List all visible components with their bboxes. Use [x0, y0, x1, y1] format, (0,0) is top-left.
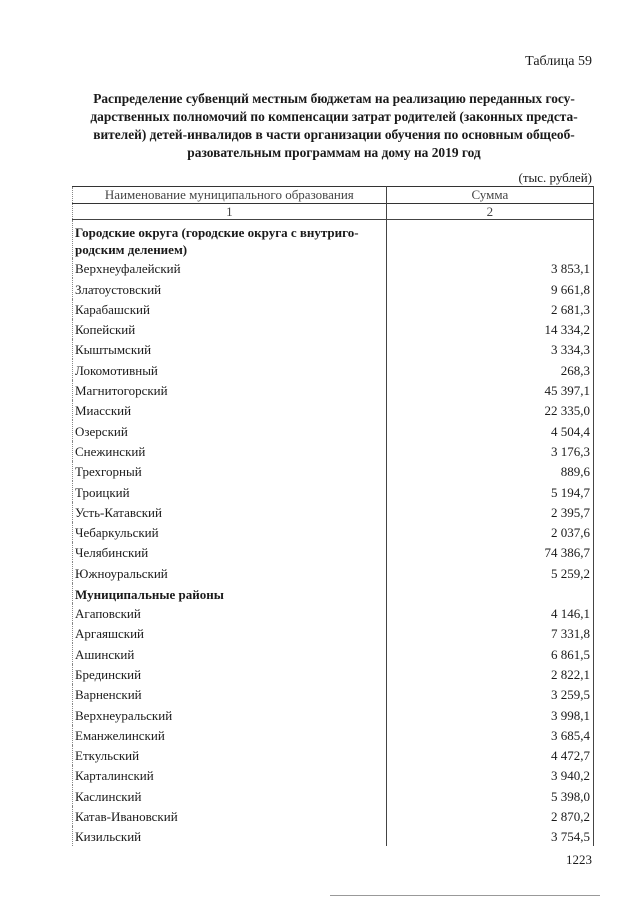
table-row: [73, 278, 594, 298]
subvention-amount: 3 334,3: [386, 339, 593, 359]
municipality-name: Троицкий: [73, 481, 387, 501]
table-row: [73, 400, 594, 420]
municipality-name: Карталинский: [73, 765, 387, 785]
subvention-amount: 3 853,1: [386, 258, 593, 278]
municipality-name: Усть-Катавский: [73, 502, 387, 522]
column-number-row: [73, 204, 594, 220]
table-row: [73, 745, 594, 765]
table-row: [73, 359, 594, 379]
section-title: [73, 220, 387, 259]
column-number-1: 1: [73, 204, 387, 220]
municipality-name: Еманжелинский: [73, 725, 387, 745]
section-header-row: [73, 220, 594, 259]
table-row: [73, 299, 594, 319]
section-value-empty: [386, 220, 593, 259]
table-row: [73, 461, 594, 481]
subvention-amount: 2 037,6: [386, 522, 593, 542]
title-line: разовательным программам на дому на 2019 год: [187, 145, 481, 160]
subvention-amount: 889,6: [386, 461, 593, 481]
municipality-name: Магнитогорский: [73, 380, 387, 400]
municipality-name: Трехгорный: [73, 461, 387, 481]
section-title-line: Городские округа (городские округа с внутриго-: [75, 225, 359, 240]
municipality-name: Брединский: [73, 664, 387, 684]
table-row: [73, 562, 594, 582]
municipality-name: Верхнеуральский: [73, 704, 387, 724]
municipality-name: Каслинский: [73, 785, 387, 805]
table-body: [73, 220, 594, 847]
municipality-name: Ашинский: [73, 643, 387, 663]
subvention-amount: 6 861,5: [386, 643, 593, 663]
municipality-name: Чебаркульский: [73, 522, 387, 542]
column-header-name: Наименование муниципального образования: [73, 187, 387, 204]
municipality-name: Еткульский: [73, 745, 387, 765]
table-row: [73, 502, 594, 522]
subvention-amount: 3 176,3: [386, 441, 593, 461]
municipality-name: Кыштымский: [73, 339, 387, 359]
subvention-amount: 4 472,7: [386, 745, 593, 765]
table-row: [73, 806, 594, 826]
subvention-amount: 74 386,7: [386, 542, 593, 562]
subvention-amount: 2 681,3: [386, 299, 593, 319]
section-title: Муниципальные районы: [73, 583, 387, 603]
title-line: дарственных полномочий по компенсации затрат родителей (законных предста-: [90, 109, 578, 124]
subvention-amount: 4 146,1: [386, 603, 593, 623]
table-row: [73, 704, 594, 724]
subvention-amount: 45 397,1: [386, 380, 593, 400]
table-row: [73, 420, 594, 440]
municipality-name: Варненский: [73, 684, 387, 704]
table-row: [73, 542, 594, 562]
table-row: [73, 522, 594, 542]
table-row: [73, 826, 594, 846]
subvention-amount: 2 395,7: [386, 502, 593, 522]
subvention-amount: 9 661,8: [386, 278, 593, 298]
municipality-name: Озерский: [73, 420, 387, 440]
municipality-name: Южноуральский: [73, 562, 387, 582]
table-row: [73, 603, 594, 623]
subvention-amount: 2 870,2: [386, 806, 593, 826]
bottom-rule: [330, 895, 600, 896]
column-header-sum: Сумма: [386, 187, 593, 204]
subvention-amount: 3 940,2: [386, 765, 593, 785]
table-number: Таблица 59: [525, 54, 592, 69]
municipality-name: Миасский: [73, 400, 387, 420]
unit-label: (тыс. рублей): [518, 170, 592, 185]
subvention-amount: 268,3: [386, 359, 593, 379]
table-row: [73, 258, 594, 278]
subvention-amount: 2 822,1: [386, 664, 593, 684]
subvention-amount: 4 504,4: [386, 420, 593, 440]
section-value-empty: [386, 583, 593, 603]
section-title-line: родским делением): [75, 242, 188, 257]
subvention-amount: 7 331,8: [386, 623, 593, 643]
title-line: Распределение субвенций местным бюджетам на реализацию переданных госу-: [93, 91, 575, 106]
table-row: [73, 725, 594, 745]
municipality-name: Златоустовский: [73, 278, 387, 298]
document-title: [74, 90, 594, 162]
table-row: [73, 441, 594, 461]
municipality-name: Катав-Ивановский: [73, 806, 387, 826]
subvention-amount: 3 259,5: [386, 684, 593, 704]
municipality-name: Аргаяшский: [73, 623, 387, 643]
subvention-amount: 22 335,0: [386, 400, 593, 420]
title-line: вителей) детей-инвалидов в части организации обучения по основным общеоб-: [93, 127, 575, 142]
subvention-amount: 5 259,2: [386, 562, 593, 582]
subvention-amount: 3 998,1: [386, 704, 593, 724]
subvention-amount: 3 685,4: [386, 725, 593, 745]
table-header-row: [73, 187, 594, 204]
municipality-name: Кизильский: [73, 826, 387, 846]
subvention-amount: 3 754,5: [386, 826, 593, 846]
table-row: [73, 339, 594, 359]
municipality-name: Снежинский: [73, 441, 387, 461]
table-row: [73, 765, 594, 785]
table-row: [73, 664, 594, 684]
table-row: [73, 319, 594, 339]
municipality-name: Копейский: [73, 319, 387, 339]
subvention-amount: 5 194,7: [386, 481, 593, 501]
municipality-name: Челябинский: [73, 542, 387, 562]
subvention-amount: 5 398,0: [386, 785, 593, 805]
table-row: [73, 785, 594, 805]
table-row: [73, 380, 594, 400]
table-row: [73, 623, 594, 643]
table-row: [73, 643, 594, 663]
section-header-row: [73, 583, 594, 603]
subvention-table: [72, 186, 594, 846]
column-number-2: 2: [386, 204, 593, 220]
page-number: 1223: [566, 852, 592, 867]
table-row: [73, 481, 594, 501]
municipality-name: Верхнеуфалейский: [73, 258, 387, 278]
subvention-amount: 14 334,2: [386, 319, 593, 339]
table-row: [73, 684, 594, 704]
municipality-name: Агаповский: [73, 603, 387, 623]
municipality-name: Локомотивный: [73, 359, 387, 379]
municipality-name: Карабашский: [73, 299, 387, 319]
